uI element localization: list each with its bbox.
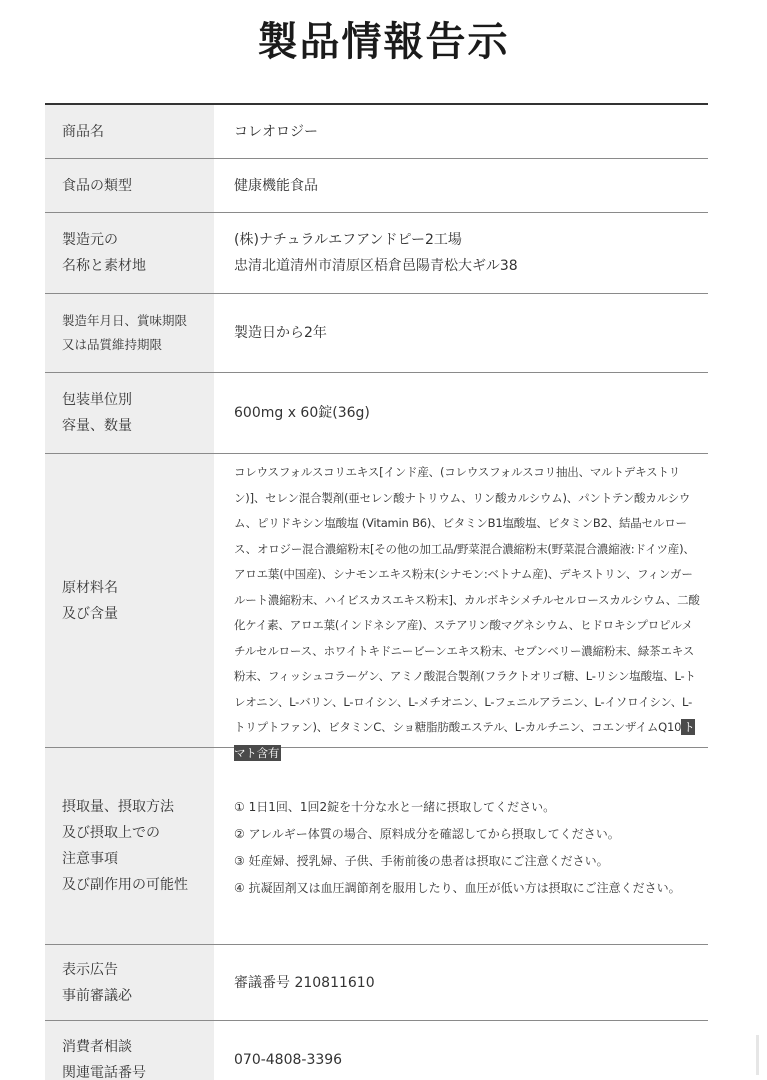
label-line: 商品名 [62,123,104,140]
note-item: ④ 抗凝固剤又は血圧調節剤を服用したり、血圧が低い方は摂取にご注意ください。 [234,881,681,895]
value-line: コレオロジー [234,123,318,140]
scrollbar-thumb[interactable] [756,1035,759,1075]
label-line: 製造元の [62,232,118,248]
value-line: (株)ナチュラルエフアンドピー2工場 [234,232,462,248]
label-package [45,373,214,453]
value-line: 600mg x 60錠(36g) [234,405,370,421]
label-line: 及び副作用の可能性 [62,877,188,893]
note-item: ② アレルギー体質の場合、原料成分を確認してから摂取してください。 [234,827,620,841]
value-ingredients [214,454,708,760]
tomato-notice-badge: トマト含有 [234,720,695,760]
row-consumer [45,1021,708,1080]
label-line: 及び含量 [62,605,118,622]
row-advertising [45,945,708,1021]
label-line: 消費者相談 [62,1039,132,1055]
label-consumer [45,1021,214,1080]
note-item: ③ 妊産婦、授乳婦、子供、手術前後の患者は摂取にご注意ください。 [234,854,609,868]
label-line: 又は品質維持期限 [62,337,163,352]
label-product-name [45,105,214,158]
product-info-table [45,103,708,1080]
row-ingredients [45,454,708,760]
page-title: 製品情報告示 [257,19,510,65]
value-line: 健康機能食品 [234,177,318,194]
row-manufacturer [45,213,708,294]
label-line: 摂取量、摂取方法 [62,799,174,815]
value-manufacturer [214,213,708,293]
label-food-type [45,159,214,212]
value-intake [214,748,708,944]
label-line: 表示広告 [62,961,118,978]
value-package [214,373,708,453]
row-product-name [45,105,708,159]
label-intake [45,748,214,944]
value-line: 審議番号 210811610 [234,974,375,991]
label-line: 注意事項 [62,851,118,867]
label-line: 食品の類型 [62,177,132,194]
label-line: 製造年月日、賞味期限 [62,313,188,328]
value-advertising [214,945,708,1020]
value-line: 070-4808-3396 [234,1052,343,1068]
label-line: 関連電話番号 [62,1065,146,1080]
label-line: 原材料名 [62,579,118,596]
value-consumer [214,1021,708,1080]
label-advertising [45,945,214,1020]
label-line: 名称と素材地 [62,258,146,274]
note-item: ① 1日1回、1回2錠を十分な水と一緒に摂取してください。 [234,800,556,814]
value-product-name [214,105,708,158]
row-food-type [45,159,708,213]
value-food-type [214,159,708,212]
label-line: 及び摂取上での [62,825,160,841]
label-line: 事前審議必 [62,987,132,1004]
value-line: 忠清北道清州市清原区梧倉邑陽青松大ギル38 [234,258,518,274]
row-package [45,373,708,454]
label-line: 包装単位別 [62,392,132,408]
label-ingredients [45,454,214,747]
label-manufacturer [45,213,214,293]
ingredients-text: コレウスフォルスコリエキス[インド産、(コレウスフォルスコリ抽出、マルトデキストリン)]、セレン混合製剤(亜セレン酸ナトリウム、リン酸カルシウム)、パントテン酸カルシウム、ピリドキシン塩酸塩 (Vitamin B6)、ビタミンB1塩酸塩、ビタミンB2、結晶セルロース、オロジー混合濃縮粉末[その他の加工品/野菜混合濃縮粉末(野菜混合濃縮液:ドイツ産)、アロエ葉(中国産)、シナモンエキス粉末(シナモン:ベトナム産)、デキストリン、フィンガールート濃縮粉末、ハイビスカスエキス粉末]、カルボキシメチルセルロースカルシウム、二酸化ケイ素、アロエ葉(インドネシア産)、ステアリン酸マグネシウム、ヒドロキシプロピルメチルセルロース、ホワイトキドニービーンエキス粉末、セブンベリー濃縮粉末、緑茶エキス粉末、フィッシュコラーゲン、アミノ酸混合製剤(フラクトオリゴ糖、L-リシン塩酸塩、L-トレオニン、L-バリン、L-ロイシン、L-メチオニン、L-フェニルアラニン、L-イソロイシン、L-トリプトファン)、ビタミンC、ショ糖脂肪酸エステル、L-カルチニン、コエンザイムQ10 [234,465,700,734]
row-intake [45,748,708,945]
value-dates [214,294,708,372]
label-dates [45,294,214,372]
value-line: 製造日から2年 [234,325,327,341]
label-line: 容量、数量 [62,418,132,434]
row-dates [45,294,708,373]
